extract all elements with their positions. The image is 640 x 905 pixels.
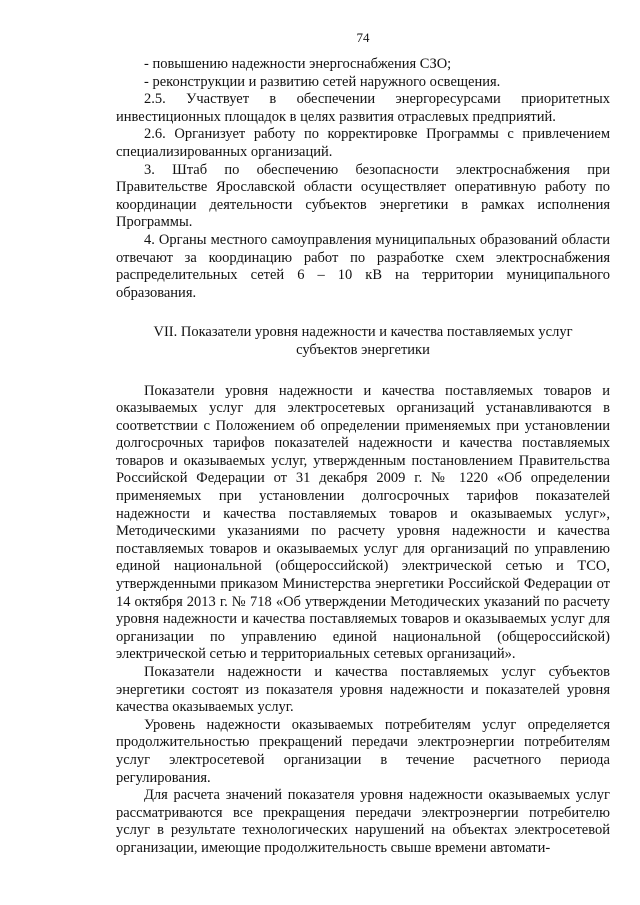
list-item-sz-reliability: - повышению надежности энергоснабжения СЗО; bbox=[144, 56, 452, 72]
clause-2-6: 2.6. Организует работу по корректировке Программы с привлечением специализированных организаций. bbox=[116, 126, 610, 160]
page-number: 74 bbox=[356, 30, 370, 45]
body-paragraph-indicators: Показатели надежности и качества поставляемых услуг субъектов энергетики состоят из показателя уровня надежности и показателей уровня качества оказываемых услуг. bbox=[116, 664, 610, 716]
clause-4: 4. Органы местного самоуправления муниципальных образований области отвечают за координацию работ по разработке схем электроснабжения распределительных сетей 6 – 10 кВ на территории муниципального образования. bbox=[116, 231, 610, 301]
body-paragraph-reliability-level: Уровень надежности оказываемых потребителям услуг определяется продолжительностью прекращений передачи электроэнергии потребителям услуг электросетевой организации в течение расчетного периода регулирования. bbox=[116, 716, 610, 786]
list-item-street-lighting: - реконструкции и развитию сетей наружного освещения. bbox=[144, 73, 501, 90]
body-paragraph-regulations: Показатели уровня надежности и качества поставляемых товаров и оказываемых услуг для электросетевых организаций устанавливаются в соответствии с Положением об определении применяемых при установлении долгосрочных тарифов показателей надежности и качества поставляемых товаров и оказываемых услуг, утвержденным постановлением Правительства Российской Федерации от 31 декабря 2009 г. № 1220 «Об определении применяемых при установлении долгосрочных тарифов показателей надежности и качества поставляемых товаров и оказываемых услуг», Методическими указаниями по расчету уровня надежности и качества поставляемых товаров и оказываемых услуг для организаций по управлению единой национальной (общероссийской) электрической сетью и ТСО, утвержденными приказом Министерства энергетики Российской Федерации от 14 октября 2013 г. № 718 «Об утверждении Методических указаний по расчету уровня надежности и качества поставляемых товаров и оказываемых услуг для организации по управлению единой национальной (общероссийской) электрической сетью и территориальных сетевых организаций». bbox=[116, 382, 610, 663]
clause-3: 3. Штаб по обеспечению безопасности электроснабжения при Правительстве Ярославской области осуществляет оперативную работу по координации деятельности субъектов энергетики в рамках исполнения Программы. bbox=[116, 161, 610, 231]
section-heading-line-1: VII. Показатели уровня надежности и качества поставляемых услуг bbox=[153, 324, 573, 341]
section-heading bbox=[116, 324, 610, 359]
clause-2-5: 2.5. Участвует в обеспечении энергоресурсами приоритетных инвестиционных площадок в целях развития отраслевых предприятий. bbox=[116, 91, 610, 125]
body-paragraph-calculation: Для расчета значений показателя уровня надежности оказываемых услуг рассматриваются все прекращения передачи электроэнергии потребителю услуг в результате технологических нарушений на объектах электросетевой организации, имеющие продолжительность свыше времени автомати- bbox=[116, 787, 610, 856]
section-heading-line-2: субъектов энергетики bbox=[296, 341, 430, 358]
